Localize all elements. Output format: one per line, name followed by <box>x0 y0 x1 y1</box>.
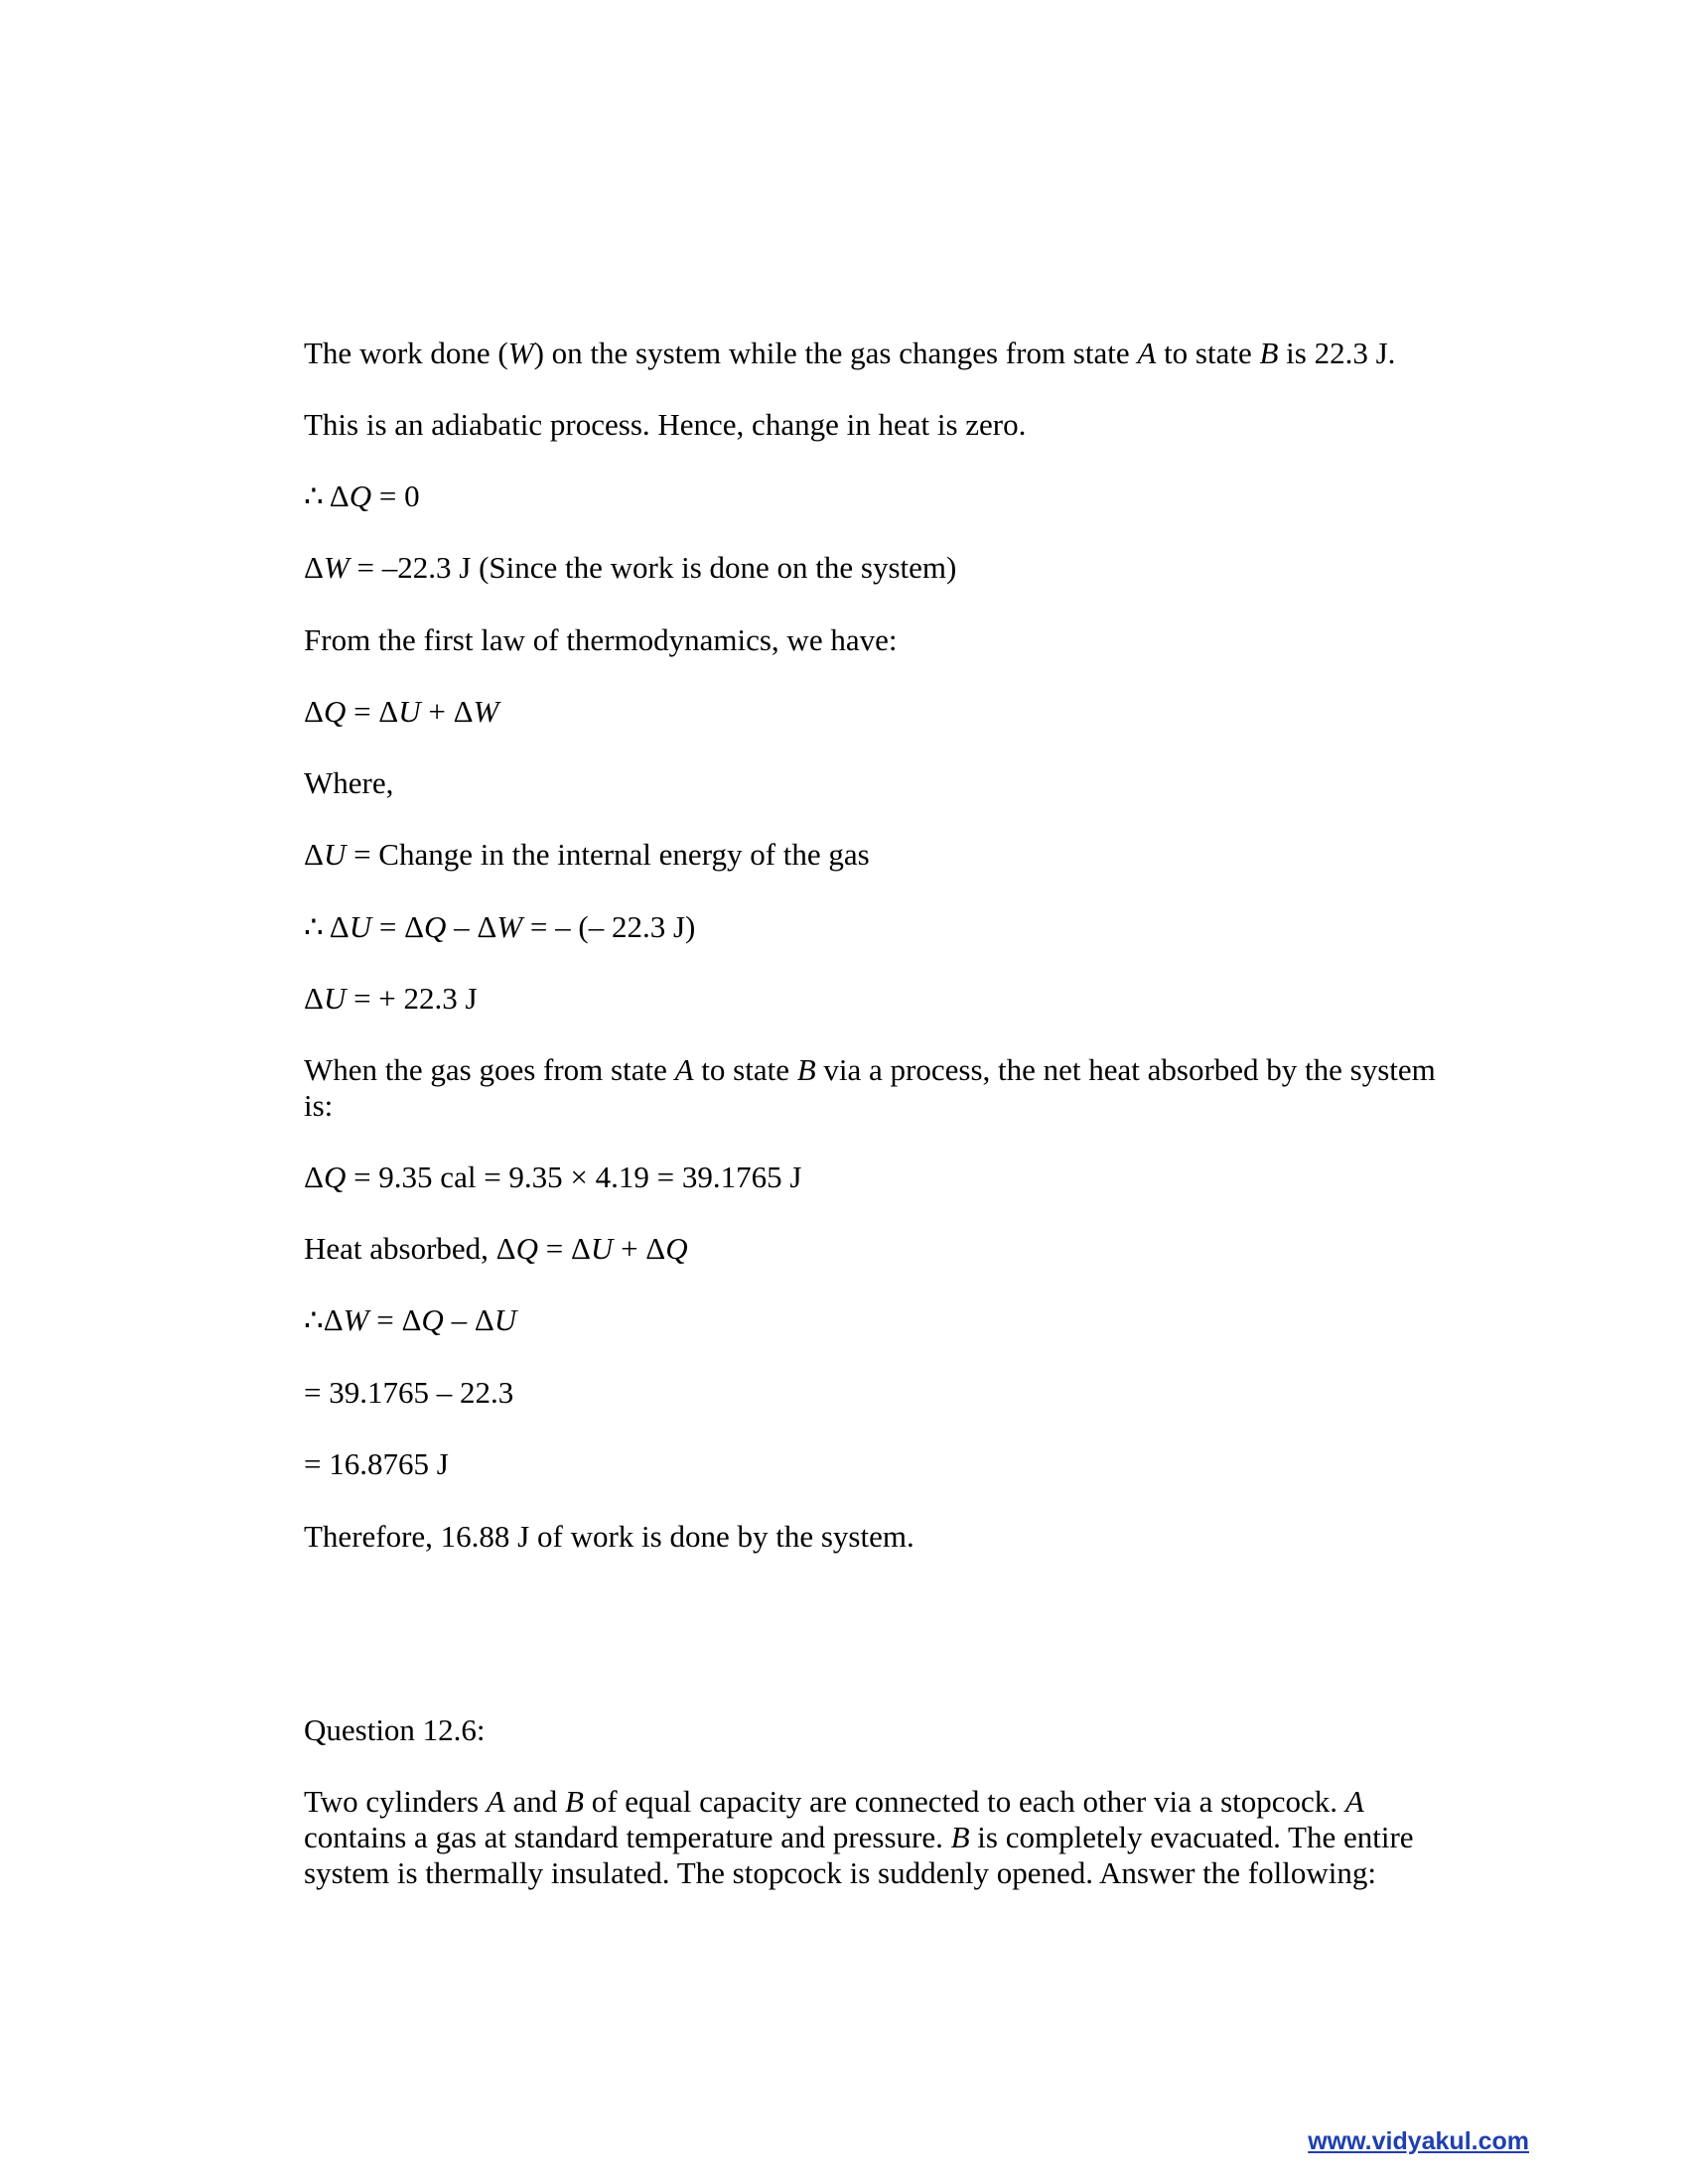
question-body: Two cylinders A and B of equal capacity are connected to each other via a stopcock. A contains a gas at standard temperature and pressure. B is completely evacuated. The entire system is thermally insulated. The stopcock is suddenly opened. Answer the following: <box>304 1784 1414 1890</box>
adiabatic-statement: This is an adiabatic process. Hence, change in heat is zero. <box>304 407 1027 442</box>
footer-website-link[interactable]: www.vidyakul.com <box>1308 2127 1529 2155</box>
work-done-statement: The work done (W) on the system while the gas changes from state A to state B is 22.3 J. <box>304 336 1396 370</box>
first-law-equation: ΔQ = ΔU + ΔW <box>304 694 499 729</box>
delta-u-definition: ΔU = Change in the internal energy of the gas <box>304 837 870 872</box>
heat-absorbed-equation: Heat absorbed, ΔQ = ΔU + ΔQ <box>304 1231 688 1266</box>
delta-q-zero-equation: ∴ ΔQ = 0 <box>304 478 420 513</box>
heat-conversion-equation: ΔQ = 9.35 cal = 9.35 × 4.19 = 39.1765 J <box>304 1160 802 1194</box>
conclusion-statement: Therefore, 16.88 J of work is done by the system. <box>304 1519 914 1554</box>
work-result: = 16.8765 J <box>304 1446 449 1481</box>
subtraction-step: = 39.1765 – 22.3 <box>304 1375 514 1410</box>
net-heat-statement: When the gas goes from state A to state B via a process, the net heat absorbed by the system is: <box>304 1052 1436 1123</box>
delta-u-derivation: ∴ ΔU = ΔQ – ΔW = – (– 22.3 J) <box>304 909 696 944</box>
delta-u-result: ΔU = + 22.3 J <box>304 981 478 1016</box>
question-heading: Question 12.6: <box>304 1712 486 1747</box>
delta-w-equation: ΔW = –22.3 J (Since the work is done on the system) <box>304 550 957 585</box>
delta-w-derivation: ∴ΔW = ΔQ – ΔU <box>304 1302 517 1337</box>
first-law-statement: From the first law of thermodynamics, we have: <box>304 622 898 657</box>
where-label: Where, <box>304 765 394 800</box>
